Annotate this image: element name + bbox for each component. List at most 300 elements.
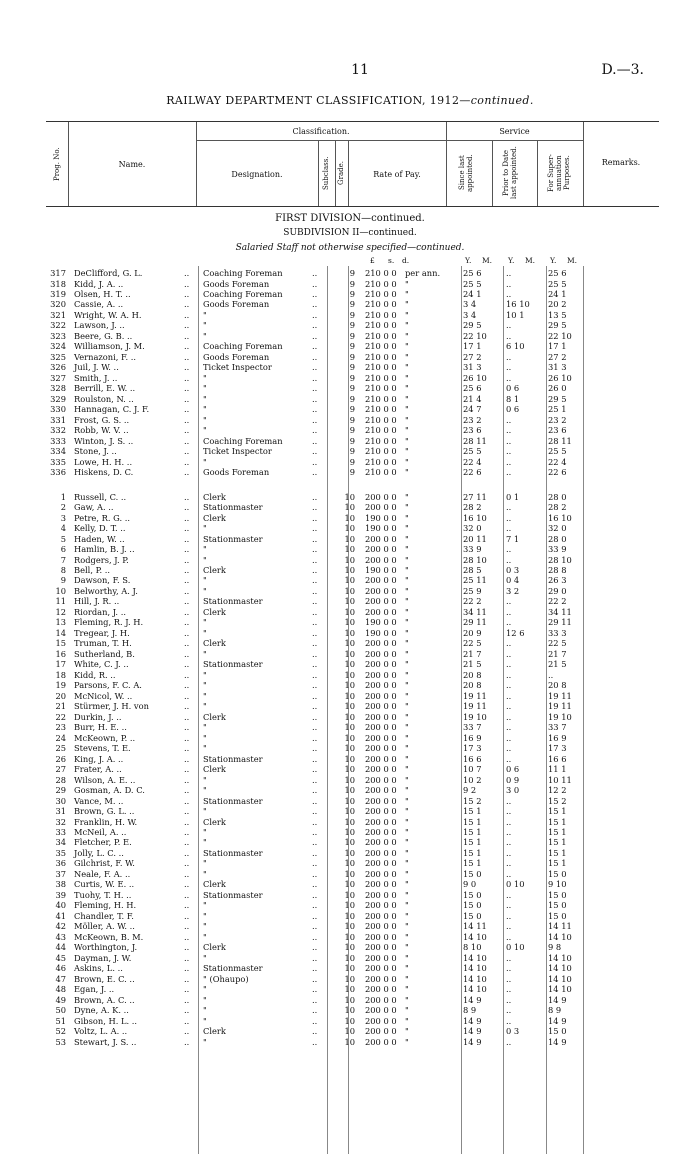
staff-name: Fleming, H. H. (74, 900, 137, 911)
service-prior: .. (506, 268, 512, 278)
service-superannuation: 14 10 (548, 984, 572, 995)
table-row (0, 1005, 700, 1015)
grade: 10 (344, 1026, 355, 1037)
rate-of-pay: 200 0 0 (365, 847, 397, 858)
service-since-last: 14 9 (463, 1036, 482, 1047)
designation: Clerk (203, 565, 226, 575)
table-row (0, 974, 700, 984)
prog-no: 34 (55, 837, 66, 848)
leader-dots: .. (312, 533, 318, 544)
table-header (46, 121, 659, 207)
pay-period: " (405, 795, 409, 806)
rate-of-pay: 200 0 0 (365, 910, 397, 921)
pay-period: " (405, 1036, 409, 1047)
leader-dots: .. (184, 711, 190, 722)
leader-dots: .. (184, 910, 190, 921)
leader-dots: .. (312, 435, 318, 446)
pay-period: " (405, 743, 409, 754)
pay-period: " (405, 617, 409, 628)
leader-dots: .. (184, 816, 190, 827)
leader-dots: .. (312, 806, 318, 816)
designation: Clerk (203, 606, 226, 617)
leader-dots: .. (312, 467, 318, 478)
leader-dots: .. (184, 795, 190, 806)
pay-period: " (405, 847, 409, 858)
staff-name: Winton, J. S. .. (74, 435, 134, 446)
pay-period: " (405, 774, 409, 785)
rate-of-pay: 200 0 0 (365, 502, 397, 513)
table-row (0, 701, 700, 711)
leader-dots: .. (312, 575, 318, 586)
rate-of-pay: 200 0 0 (365, 732, 397, 743)
leader-dots: .. (184, 868, 190, 879)
service-superannuation: 19 10 (548, 711, 572, 722)
service-since-last: 17 3 (463, 743, 482, 754)
table-row (0, 712, 700, 722)
unit-m1: M. (482, 256, 493, 265)
pay-period: " (405, 1015, 409, 1026)
rate-of-pay: 200 0 0 (365, 680, 397, 691)
staff-name: Petre, R. G. .. (74, 512, 131, 523)
leader-dots: .. (184, 1036, 190, 1047)
staff-name: Cassie, A. .. (74, 299, 124, 310)
leader-dots: .. (312, 764, 318, 775)
leader-dots: .. (184, 435, 190, 446)
service-superannuation: .. (548, 669, 554, 680)
service-superannuation: 9 8 (548, 942, 562, 953)
staff-name: DeClifford, G. L. (74, 268, 143, 278)
prog-no: 321 (50, 309, 66, 320)
designation: " (203, 627, 207, 638)
staff-name: Bell, P. .. (74, 565, 111, 575)
designation: " (203, 554, 207, 565)
pay-period: " (405, 764, 409, 775)
staff-name: Belworthy, A. J. (74, 585, 138, 596)
service-superannuation: 15 1 (548, 806, 567, 816)
table-row (0, 1016, 700, 1026)
rate-of-pay: 210 0 0 (365, 299, 397, 310)
prog-no: 39 (55, 889, 66, 900)
service-superannuation: 15 1 (548, 837, 567, 848)
leader-dots: .. (312, 921, 318, 932)
prog-no: 335 (50, 456, 66, 467)
leader-dots: .. (312, 606, 318, 617)
pay-period: " (405, 910, 409, 921)
leader-dots: .. (184, 362, 190, 373)
grade: 10 (344, 753, 355, 764)
table-row (0, 806, 700, 816)
grade: 9 (349, 278, 355, 289)
service-prior: 0 4 (506, 575, 520, 586)
grade: 9 (349, 425, 355, 436)
grade: 10 (344, 544, 355, 554)
pay-period: " (405, 627, 409, 638)
leader-dots: .. (184, 575, 190, 586)
service-superannuation: 34 11 (548, 606, 572, 617)
service-superannuation: 31 3 (548, 362, 567, 373)
leader-dots: .. (184, 606, 190, 617)
leader-dots: .. (312, 910, 318, 921)
leader-dots: .. (312, 1015, 318, 1026)
leader-dots: .. (312, 627, 318, 638)
leader-dots: .. (184, 1005, 190, 1016)
service-since-last: 21 4 (463, 393, 482, 404)
pay-period: " (405, 806, 409, 816)
leader-dots: .. (184, 1026, 190, 1037)
leader-dots: .. (312, 268, 318, 278)
leader-dots: .. (184, 341, 190, 352)
staff-name: Smith, J. .. (74, 372, 118, 383)
table-row (0, 722, 700, 732)
rate-of-pay: 200 0 0 (365, 722, 397, 733)
staff-name: Gaw, A. .. (74, 502, 114, 513)
service-since-last: 28 11 (463, 435, 487, 446)
service-superannuation: 22 2 (548, 596, 567, 607)
grade: 10 (344, 774, 355, 785)
service-prior: .. (506, 816, 512, 827)
rate-of-pay: 200 0 0 (365, 533, 397, 544)
grade: 9 (349, 289, 355, 299)
service-superannuation: 26 10 (548, 372, 572, 383)
service-since-last: 8 9 (463, 1005, 477, 1016)
pay-period: " (405, 837, 409, 848)
prog-no: 10 (55, 585, 66, 596)
leader-dots: .. (184, 753, 190, 764)
rate-of-pay: 190 0 0 (365, 512, 397, 523)
leader-dots: .. (184, 722, 190, 733)
staff-name: Gibson, H. L. .. (74, 1015, 138, 1026)
designation: " (203, 732, 207, 743)
leader-dots: .. (312, 669, 318, 680)
service-since-last: 14 9 (463, 994, 482, 1005)
prog-no: 317 (50, 268, 66, 278)
service-since-last: 15 0 (463, 910, 482, 921)
prog-no: 48 (55, 984, 66, 995)
prog-no: 12 (55, 606, 66, 617)
prog-no: 8 (60, 565, 66, 575)
table-row (0, 879, 700, 889)
service-prior: .. (506, 502, 512, 513)
grade: 10 (344, 816, 355, 827)
designation: Stationmaster (203, 795, 263, 806)
service-superannuation: 19 11 (548, 690, 572, 701)
leader-dots: .. (312, 309, 318, 320)
grade: 10 (344, 512, 355, 523)
service-since-last: 22 5 (463, 638, 482, 649)
prog-no: 49 (55, 994, 66, 1005)
leader-dots: .. (184, 278, 190, 289)
leader-dots: .. (184, 617, 190, 628)
staff-name: Stürmer, J. H. von (74, 701, 149, 712)
service-superannuation: 26 0 (548, 383, 567, 394)
grade: 10 (344, 1036, 355, 1047)
service-prior: .. (506, 858, 512, 869)
service-superannuation: 22 4 (548, 456, 567, 467)
unit-y1: Y. (465, 256, 472, 265)
grade: 9 (349, 362, 355, 373)
service-superannuation: 14 10 (548, 963, 572, 974)
prog-no: 44 (55, 942, 66, 953)
designation: " (203, 984, 207, 995)
service-superannuation: 29 5 (548, 320, 567, 331)
staff-name: Hill, J. R. .. (74, 596, 120, 607)
service-prior: .. (506, 425, 512, 436)
staff-name: Egan, J. .. (74, 984, 115, 995)
page-number: 11 (351, 62, 369, 78)
rate-of-pay: 200 0 0 (365, 931, 397, 942)
designation: " (Ohaupo) (203, 973, 249, 984)
grade: 10 (344, 900, 355, 911)
service-superannuation: 33 9 (548, 544, 567, 554)
service-prior: .. (506, 743, 512, 754)
pay-period: " (405, 963, 409, 974)
grade: 10 (344, 858, 355, 869)
table-row (0, 984, 700, 994)
rate-of-pay: 200 0 0 (365, 837, 397, 848)
unit-m3: M. (567, 256, 578, 265)
rate-of-pay: 200 0 0 (365, 743, 397, 754)
staff-name: Chandler, T. F. (74, 910, 134, 921)
grade: 10 (344, 879, 355, 890)
service-superannuation: 14 11 (548, 921, 572, 932)
header-classification: Classification. (292, 127, 350, 136)
leader-dots: .. (184, 785, 190, 795)
staff-name: Voltz, L. A. .. (74, 1026, 128, 1037)
leader-dots: .. (312, 931, 318, 942)
table-row (0, 628, 700, 638)
table-row (0, 425, 700, 435)
service-prior: .. (506, 827, 512, 837)
service-superannuation: 23 2 (548, 414, 567, 425)
designation: Coaching Foreman (203, 435, 283, 446)
pay-period: " (405, 299, 409, 310)
designation: " (203, 806, 207, 816)
prog-no: 3 (60, 512, 66, 523)
table-row (0, 575, 700, 585)
service-prior: .. (506, 554, 512, 565)
prog-no: 53 (55, 1036, 66, 1047)
pay-period: " (405, 491, 409, 502)
staff-name: McKeown, P. .. (74, 732, 136, 743)
rate-of-pay: 210 0 0 (365, 278, 397, 289)
rate-of-pay: 200 0 0 (365, 659, 397, 670)
table-row (0, 513, 700, 523)
rate-of-pay: 200 0 0 (365, 795, 397, 806)
rate-of-pay: 200 0 0 (365, 585, 397, 596)
leader-dots: .. (184, 446, 190, 457)
grade: 10 (344, 617, 355, 628)
table-row (0, 921, 700, 931)
leader-dots: .. (312, 289, 318, 299)
staff-name: Franklin, H. W. (74, 816, 138, 827)
service-prior: .. (506, 289, 512, 299)
table-row (0, 817, 700, 827)
service-prior: .. (506, 868, 512, 879)
staff-name: Dyne, A. K. .. (74, 1005, 129, 1016)
staff-name: Vernazoni, F. .. (74, 351, 137, 362)
service-prior: .. (506, 512, 512, 523)
designation: Ticket Inspector (203, 446, 272, 457)
service-superannuation: 20 8 (548, 680, 567, 691)
rate-of-pay: 190 0 0 (365, 617, 397, 628)
service-since-last: 28 10 (463, 554, 487, 565)
grade: 10 (344, 994, 355, 1005)
staff-name: Dawson, F. S. (74, 575, 131, 586)
leader-dots: .. (312, 722, 318, 733)
table-row (0, 607, 700, 617)
prog-no: 332 (50, 425, 66, 436)
header-rate-of-pay: Rate of Pay. (373, 170, 421, 179)
service-since-last: 16 6 (463, 753, 482, 764)
rate-of-pay: 200 0 0 (365, 554, 397, 565)
service-superannuation: 16 6 (548, 753, 567, 764)
table-row (0, 279, 700, 289)
table-row (0, 963, 700, 973)
grade: 10 (344, 931, 355, 942)
rate-of-pay: 200 0 0 (365, 889, 397, 900)
rate-of-pay: 200 0 0 (365, 1005, 397, 1016)
header-designation: Designation. (231, 170, 283, 179)
service-since-last: 31 3 (463, 362, 482, 373)
designation: Clerk (203, 512, 226, 523)
pay-period: " (405, 858, 409, 869)
service-superannuation: 23 6 (548, 425, 567, 436)
designation: " (203, 900, 207, 911)
service-prior: .. (506, 456, 512, 467)
service-prior: .. (506, 994, 512, 1005)
grade: 10 (344, 921, 355, 932)
prog-no: 31 (55, 806, 66, 816)
prog-no: 38 (55, 879, 66, 890)
service-since-last: 15 1 (463, 858, 482, 869)
staff-name: Jolly, L. C. .. (74, 847, 124, 858)
rate-of-pay: 200 0 0 (365, 816, 397, 827)
service-prior: 3 0 (506, 785, 520, 795)
staff-name: McKeown, B. M. (74, 931, 144, 942)
designation: Coaching Foreman (203, 268, 283, 278)
service-since-last: 15 0 (463, 889, 482, 900)
unit-y2: Y. (508, 256, 515, 265)
service-superannuation: 10 11 (548, 774, 572, 785)
pay-period: " (405, 393, 409, 404)
service-superannuation: 21 7 (548, 648, 567, 659)
service-since-last: 26 10 (463, 372, 487, 383)
table-row (0, 394, 700, 404)
service-superannuation: 29 0 (548, 585, 567, 596)
rate-of-pay: 200 0 0 (365, 827, 397, 837)
service-prior: .. (506, 669, 512, 680)
designation: " (203, 669, 207, 680)
grade: 10 (344, 827, 355, 837)
grade: 10 (344, 732, 355, 743)
leader-dots: .. (184, 467, 190, 478)
grade: 9 (349, 446, 355, 457)
pay-period: " (405, 523, 409, 533)
prog-no: 25 (55, 743, 66, 754)
service-prior: 0 6 (506, 404, 520, 415)
service-superannuation: 32 0 (548, 523, 567, 533)
leader-dots: .. (312, 732, 318, 743)
grade: 9 (349, 299, 355, 310)
pay-period: " (405, 994, 409, 1005)
prog-no: 23 (55, 722, 66, 733)
leader-dots: .. (184, 554, 190, 565)
table-row (0, 785, 700, 795)
service-prior: .. (506, 435, 512, 446)
leader-dots: .. (312, 565, 318, 575)
rate-of-pay: 210 0 0 (365, 425, 397, 436)
service-superannuation: 29 11 (548, 617, 572, 628)
service-since-last: 25 6 (463, 383, 482, 394)
service-since-last: 15 1 (463, 816, 482, 827)
grade: 9 (349, 435, 355, 446)
prog-no: 15 (55, 638, 66, 649)
leader-dots: .. (184, 585, 190, 596)
leader-dots: .. (312, 278, 318, 289)
table-row (0, 869, 700, 879)
grade: 10 (344, 627, 355, 638)
designation: " (203, 575, 207, 586)
prog-no: 43 (55, 931, 66, 942)
service-since-last: 33 9 (463, 544, 482, 554)
service-prior: .. (506, 523, 512, 533)
leader-dots: .. (184, 491, 190, 502)
prog-no: 2 (60, 502, 66, 513)
service-since-last: 14 11 (463, 921, 487, 932)
service-prior: .. (506, 372, 512, 383)
grade: 10 (344, 722, 355, 733)
pay-period: " (405, 554, 409, 565)
pay-period: " (405, 456, 409, 467)
pay-period: " (405, 931, 409, 942)
rate-of-pay: 210 0 0 (365, 414, 397, 425)
staff-name: Kidd, R. .. (74, 669, 116, 680)
leader-dots: .. (312, 596, 318, 607)
prog-no: 323 (50, 330, 66, 341)
grade: 10 (344, 711, 355, 722)
prog-no: 333 (50, 435, 66, 446)
leader-dots: .. (184, 320, 190, 331)
staff-name: Stone, J. .. (74, 446, 117, 457)
leader-dots: .. (184, 669, 190, 680)
service-prior: .. (506, 330, 512, 341)
staff-name: Fleming, R. J. H. (74, 617, 144, 628)
pay-period: " (405, 341, 409, 352)
pay-period: " (405, 544, 409, 554)
leader-dots: .. (312, 404, 318, 415)
leader-dots: .. (312, 994, 318, 1005)
prog-no: 6 (60, 544, 66, 554)
staff-name: Sutherland, B. (74, 648, 135, 659)
rate-of-pay: 200 0 0 (365, 785, 397, 795)
grade: 10 (344, 575, 355, 586)
service-prior: 0 6 (506, 383, 520, 394)
service-prior: .. (506, 1015, 512, 1026)
leader-dots: .. (312, 414, 318, 425)
pay-period: " (405, 1026, 409, 1037)
grade: 10 (344, 1005, 355, 1016)
leader-dots: .. (184, 523, 190, 533)
table-row (0, 436, 700, 446)
service-since-last: 15 0 (463, 868, 482, 879)
pay-period: " (405, 889, 409, 900)
service-prior: .. (506, 606, 512, 617)
prog-no: 9 (60, 575, 66, 586)
designation: Clerk (203, 816, 226, 827)
service-prior: .. (506, 351, 512, 362)
prog-no: 19 (55, 680, 66, 691)
table-row (0, 659, 700, 669)
